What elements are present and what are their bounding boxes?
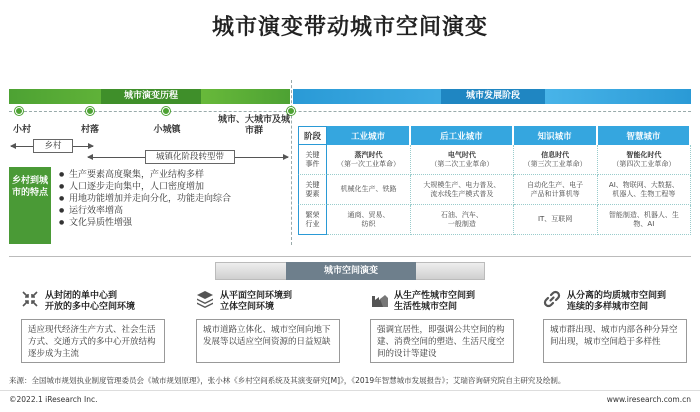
link-chain-icon <box>543 290 561 308</box>
table-cell: 蒸汽时代 （第一次工业革命） <box>327 145 411 175</box>
card-title: 从封闭的单中心到 开放的多中心空间环境 <box>45 291 136 312</box>
history-banner-label: 城市演变历程 <box>101 89 201 104</box>
table-cell: 自动化生产、电子 产品和计算机等 <box>514 175 598 205</box>
table-cell: 电气时代 （第二次工业革命） <box>411 145 513 175</box>
list-item: ● 运行效率增高 <box>57 205 287 217</box>
column-header: 智慧城市 <box>598 126 691 145</box>
page-title: 城市演变带动城市空间演变 <box>211 15 488 40</box>
development-banner-label: 城市发展阶段 <box>441 89 545 104</box>
footer-divider <box>0 390 700 391</box>
layers-stack-icon <box>196 290 214 308</box>
history-banner <box>9 89 290 104</box>
table-cell: 大规模生产、电力普及、 流水线生产模式普及 <box>411 175 513 205</box>
list-item: ● 用地功能增加并走向分化，功能走向综合 <box>57 193 287 205</box>
timeline-dot <box>287 107 295 115</box>
card-body: 城市道路立体化、城市空间向地下发展等以适应空间资源的日益短缺 <box>196 319 340 363</box>
timeline-dot <box>15 107 23 115</box>
card-body: 强调宜居性，即强调公共空间的构建、消费空间的塑造、生活尺度空间的设计等建设 <box>370 319 514 363</box>
card-title: 从分离的均质城市空间到 连续的多样城市空间 <box>567 291 667 312</box>
table-cell: 智能制造、机器人、生 物、AI <box>598 205 691 235</box>
table-cell: IT、互联网 <box>514 205 598 235</box>
table-cell: 信息时代 （第三次工业革命） <box>514 145 598 175</box>
divider <box>9 256 691 257</box>
stage-label: 小城镇 <box>153 125 181 135</box>
table-row <box>298 145 691 175</box>
table-row <box>298 175 691 205</box>
copyright: ©2022.1 iResearch Inc. <box>9 395 98 404</box>
table-cell: 通商、贸易、 纺织 <box>327 205 411 235</box>
column-header: 后工业城市 <box>411 126 513 145</box>
timeline-dot <box>162 107 170 115</box>
table-cell: 机械化生产、铁路 <box>327 175 411 205</box>
column-header: 工业城市 <box>327 126 411 145</box>
section-divider <box>291 80 292 245</box>
row-header: 繁荣 行业 <box>298 205 327 235</box>
table-cell: 智能化时代 （第四次工业革命） <box>598 145 691 175</box>
table-row <box>298 205 691 235</box>
list-item: ● 文化异质性增强 <box>57 217 287 229</box>
card-body: 适应现代经济生产方式、社会生活方式、交通方式的多中心开放结构逐步成为主流 <box>21 319 165 363</box>
stage-label: 城市、大城市及城市群 <box>217 115 290 136</box>
feature-list <box>57 169 287 229</box>
card-body: 城市群出现、城市内部各种分异空间出现，城市空间趋于多样性 <box>543 319 687 363</box>
list-item: ● 人口逐步走向集中，人口密度增加 <box>57 181 287 193</box>
table-cell: AI、物联网、大数据、 机器人、生物工程等 <box>598 175 691 205</box>
space-banner <box>215 262 485 280</box>
space-banner-label: 城市空间演变 <box>286 262 416 280</box>
phase1-label: 乡村 <box>33 139 73 153</box>
development-banner <box>293 89 691 104</box>
feature-label: 乡村到城市的特点 <box>9 167 51 244</box>
stage-label: 小村 <box>12 125 31 135</box>
card-title: 从生产性城市空间到 生活性城市空间 <box>394 291 476 312</box>
development-table <box>298 126 691 235</box>
table-cell: 石油、汽车、 一般制造 <box>411 205 513 235</box>
arrows-converge-icon <box>21 290 39 308</box>
factory-house-icon <box>370 290 388 308</box>
list-item: ● 生产要素高度聚集，产业结构多样 <box>57 169 287 181</box>
column-header: 知识城市 <box>514 126 598 145</box>
phase2-label: 城镇化阶段转型带 <box>145 150 235 164</box>
website-link[interactable]: www.iresearch.com.cn <box>606 395 691 404</box>
timeline-dot <box>86 107 94 115</box>
row-header: 关键 事件 <box>298 145 327 175</box>
card-title: 从平面空间环境到 立体空间环境 <box>220 291 293 312</box>
source-note: 来源：全国城市规划执业制度管理委员会《城市规划原理》，张小林《乡村空间系统及其演变研究[M]》，《2019年智慧城市发展报告》；艾瑞咨询研究院自主研究及绘制。 <box>9 376 566 385</box>
stage-label: 村落 <box>80 125 99 135</box>
stage-header: 阶段 <box>298 126 327 145</box>
row-header: 关键 要素 <box>298 175 327 205</box>
timeline-line <box>9 111 691 112</box>
